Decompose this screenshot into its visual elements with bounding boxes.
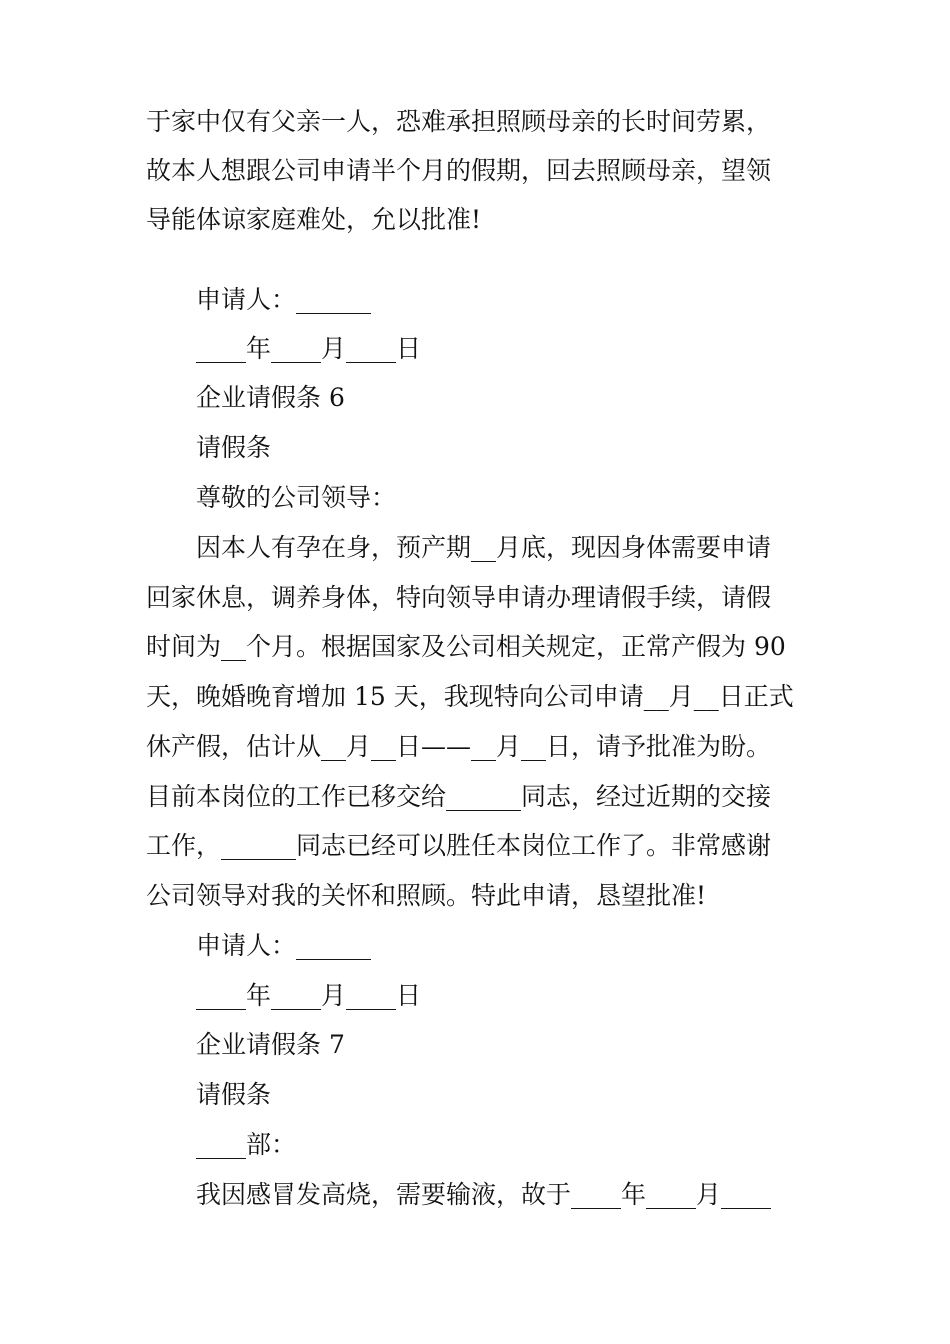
paragraph-line: 我因感冒发高烧，需要输液，故于____年____月____	[196, 1180, 772, 1209]
paragraph-line: 回家休息，调养身体，特向领导申请办理请假手续，请假	[146, 583, 772, 612]
applicant-line: 申请人：______	[196, 285, 372, 314]
note-title: 请假条	[196, 433, 272, 462]
note-title: 请假条	[196, 1080, 272, 1109]
paragraph-line: 于家中仅有父亲一人，恐难承担照顾母亲的长时间劳累，	[146, 107, 772, 136]
paragraph-line: 时间为__个月。根据国家及公司相关规定，正常产假为 90	[146, 632, 786, 661]
section-heading: 企业请假条 7	[196, 1030, 345, 1059]
paragraph-line: 目前本岗位的工作已移交给______同志，经过近期的交接	[146, 782, 772, 811]
salutation: 尊敬的公司领导：	[196, 483, 397, 512]
applicant-line: 申请人：______	[196, 931, 372, 960]
date-line: ____年____月____日	[196, 334, 422, 363]
paragraph-line: 天，晚婚晚育增加 15 天，我现特向公司申请__月__日正式	[146, 682, 794, 711]
salutation: ____部：	[196, 1130, 297, 1159]
paragraph-line: 导能体谅家庭难处，允以批准!	[146, 205, 482, 234]
section-heading: 企业请假条 6	[196, 383, 345, 412]
paragraph-line: 因本人有孕在身，预产期__月底，现因身体需要申请	[196, 533, 772, 562]
paragraph-line: 工作，______同志已经可以胜任本岗位工作了。非常感谢	[146, 831, 772, 860]
date-line: ____年____月____日	[196, 981, 422, 1010]
paragraph-line: 公司领导对我的关怀和照顾。特此申请，恳望批准!	[146, 881, 707, 910]
paragraph-line: 休产假，估计从__月__日——__月__日，请予批准为盼。	[146, 732, 772, 761]
paragraph-line: 故本人想跟公司申请半个月的假期，回去照顾母亲，望领	[146, 156, 772, 185]
